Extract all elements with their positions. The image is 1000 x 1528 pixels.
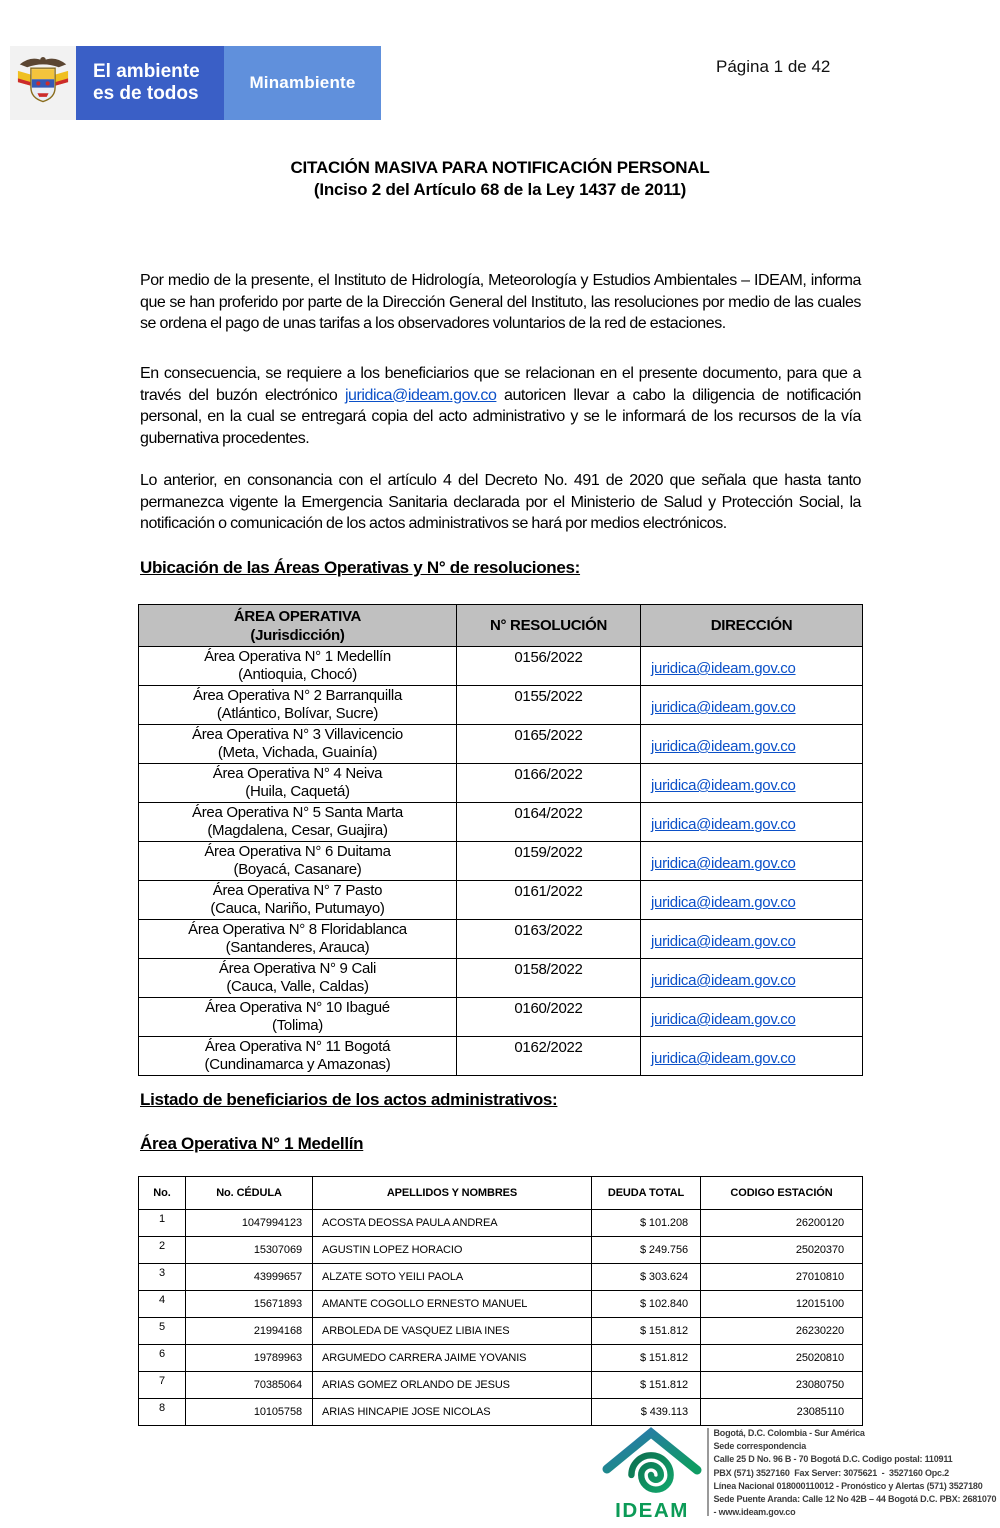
direccion-cell [641, 686, 863, 725]
beneficiaries-header-row [139, 1177, 863, 1210]
beneficiary-nombre: ARBOLEDA DE VASQUEZ LIBIA INES [313, 1318, 592, 1345]
beneficiary-nombre: ARGUMEDO CARRERA JAIME YOVANIS [313, 1345, 592, 1372]
benef-col-header-nombres: APELLIDOS Y NOMBRES [313, 1177, 592, 1210]
email-link[interactable]: juridica@ideam.gov.co [651, 777, 796, 794]
beneficiary-row [139, 1372, 863, 1399]
beneficiary-deuda: $ 249.756 [592, 1237, 701, 1264]
beneficiary-row [139, 1210, 863, 1237]
document-title [0, 157, 1000, 201]
beneficiary-cedula: 19789963 [186, 1345, 313, 1372]
page-number: Página 1 de 42 [716, 57, 831, 76]
area-operativa-jurisdiccion: (Boyacá, Casanare) [233, 861, 362, 878]
email-link[interactable]: juridica@ideam.gov.co [651, 699, 796, 716]
areas-col-header-area-line1: ÁREA OPERATIVA [233, 607, 362, 625]
beneficiary-cedula: 10105758 [186, 1399, 313, 1426]
beneficiary-deuda: $ 101.208 [592, 1210, 701, 1237]
area-operativa-jurisdiccion: (Santanderes, Arauca) [225, 939, 370, 956]
area-operativa-name: Área Operativa N° 2 Barranquilla [192, 687, 402, 704]
beneficiary-row [139, 1291, 863, 1318]
beneficiary-row [139, 1345, 863, 1372]
areas-table-header-row [139, 605, 863, 647]
beneficiary-number: 7 [139, 1372, 186, 1399]
ideam-logo-text: IDEAM [615, 1499, 689, 1522]
beneficiary-number: 2 [139, 1237, 186, 1264]
resolucion-cell: 0164/2022 [457, 803, 641, 842]
email-link[interactable]: juridica@ideam.gov.co [651, 894, 796, 911]
areas-table-row [139, 998, 863, 1037]
beneficiary-codigo-estacion: 26230220 [701, 1318, 863, 1345]
area-operativa-name: Área Operativa N° 5 Santa Marta [192, 804, 403, 821]
resolucion-cell: 0159/2022 [457, 842, 641, 881]
minambiente-label: Minambiente [249, 73, 356, 92]
footer-address-block [714, 1424, 997, 1519]
area-operativa-cell [139, 920, 457, 959]
area-operativa-name: Área Operativa N° 6 Duitama [204, 843, 391, 860]
area-operativa-jurisdiccion: (Meta, Vichada, Guainía) [217, 744, 378, 761]
area-operativa-name: Área Operativa N° 10 Ibagué [205, 999, 390, 1016]
beneficiary-codigo-estacion: 25020370 [701, 1237, 863, 1264]
beneficiary-codigo-estacion: 26200120 [701, 1210, 863, 1237]
beneficiary-row [139, 1399, 863, 1426]
direccion-cell [641, 803, 863, 842]
title-line-1: CITACIÓN MASIVA PARA NOTIFICACIÓN PERSONAL [290, 158, 710, 177]
direccion-cell [641, 881, 863, 920]
area-operativa-name: Área Operativa N° 9 Cali [218, 960, 377, 977]
beneficiary-codigo-estacion: 23085110 [701, 1399, 863, 1426]
paragraph-intro: Por medio de la presente, el Instituto de Hidrología, Meteorología y Estudios Ambientales – IDEAM, informa que se han proferido por parte de la Dirección General del Instituto, las resoluciones por medio de las cuales se ordena el pago de unas tarifas a los observadores voluntarios de la red de estaciones. [140, 272, 861, 332]
brand-line-1: El ambiente [93, 61, 200, 82]
resolucion-cell: 0158/2022 [457, 959, 641, 998]
heading-area-operativa-1: Área Operativa N° 1 Medellín [140, 1134, 364, 1153]
footer-line: Calle 25 D No. 96 B - 70 Bogotá D.C. Codigo postal: 110911 [713, 1454, 953, 1465]
areas-col-header-resolucion: N° RESOLUCIÓN [457, 605, 641, 647]
email-link[interactable]: juridica@ideam.gov.co [651, 1050, 796, 1067]
beneficiary-cedula: 1047994123 [186, 1210, 313, 1237]
paragraph-2-after: autoricen llevar a cabo la diligencia de notificación personal, en la cual se entregará copia del acto administrativo y se le informará de los recursos de la vía gubernativa procedentes. [140, 386, 861, 447]
paragraph-requirement [140, 363, 861, 449]
areas-table-row [139, 1037, 863, 1076]
resolucion-cell: 0161/2022 [457, 881, 641, 920]
direccion-cell [641, 725, 863, 764]
footer-line: PBX (571) 3527160 Fax Server: 3075621 - 3527160 Opc.2 [713, 1467, 949, 1478]
areas-table-row [139, 920, 863, 959]
email-link[interactable]: juridica@ideam.gov.co [651, 972, 796, 989]
beneficiary-nombre: AMANTE COGOLLO ERNESTO MANUEL [313, 1291, 592, 1318]
beneficiary-number: 4 [139, 1291, 186, 1318]
title-line-2: (Inciso 2 del Artículo 68 de la Ley 1437 de 2011) [313, 180, 687, 199]
resolucion-cell: 0162/2022 [457, 1037, 641, 1076]
footer-line: Sede correspondencia [713, 1441, 807, 1452]
area-operativa-jurisdiccion: (Cauca, Valle, Caldas) [226, 978, 369, 995]
beneficiary-row [139, 1237, 863, 1264]
email-link[interactable]: juridica@ideam.gov.co [344, 386, 497, 404]
benef-col-header-deuda: DEUDA TOTAL [592, 1177, 701, 1210]
beneficiary-nombre: ACOSTA DEOSSA PAULA ANDREA [313, 1210, 592, 1237]
benef-col-header-cedula: No. CÉDULA [186, 1177, 313, 1210]
brand-minambiente [224, 46, 381, 120]
area-operativa-cell [139, 764, 457, 803]
areas-table-row [139, 686, 863, 725]
beneficiary-deuda: $ 151.812 [592, 1345, 701, 1372]
area-operativa-jurisdiccion: (Atlántico, Bolívar, Sucre) [216, 705, 379, 722]
area-operativa-cell [139, 998, 457, 1037]
footer-line: Sede Puente Aranda: Calle 12 No 42B – 44 Bogotá D.C. PBX: 2681070 [713, 1494, 997, 1505]
beneficiary-number: 5 [139, 1318, 186, 1345]
beneficiary-nombre: ARIAS HINCAPIE JOSE NICOLAS [313, 1399, 592, 1426]
resolucion-cell: 0163/2022 [457, 920, 641, 959]
footer-line: Bogotá, D.C. Colombia - Sur América [713, 1428, 865, 1438]
footer-divider [707, 1428, 709, 1516]
email-link[interactable]: juridica@ideam.gov.co [651, 660, 796, 677]
colombia-coat-of-arms [10, 46, 76, 120]
coat-of-arms-icon [17, 52, 69, 114]
areas-table-row [139, 881, 863, 920]
heading-areas-operativas: Ubicación de las Áreas Operativas y N° de resoluciones: [140, 558, 581, 577]
areas-table-row [139, 803, 863, 842]
brand-line-2: es de todos [93, 83, 199, 104]
email-link[interactable]: juridica@ideam.gov.co [651, 855, 796, 872]
area-operativa-jurisdiccion: (Cundinamarca y Amazonas) [204, 1056, 391, 1073]
area-operativa-name: Área Operativa N° 11 Bogotá [204, 1038, 391, 1055]
area-operativa-cell [139, 725, 457, 764]
ideam-footer [600, 1424, 996, 1522]
beneficiary-nombre: AGUSTIN LOPEZ HORACIO [313, 1237, 592, 1264]
beneficiary-row [139, 1264, 863, 1291]
area-operativa-name: Área Operativa N° 7 Pasto [212, 882, 383, 899]
beneficiaries-table [138, 1176, 863, 1426]
ideam-logo-icon [600, 1424, 704, 1522]
area-operativa-name: Área Operativa N° 4 Neiva [212, 765, 383, 782]
area-operativa-jurisdiccion: (Magdalena, Cesar, Guajira) [207, 822, 388, 839]
beneficiary-number: 8 [139, 1399, 186, 1426]
resolucion-cell: 0165/2022 [457, 725, 641, 764]
areas-table-row [139, 764, 863, 803]
beneficiary-codigo-estacion: 25020810 [701, 1345, 863, 1372]
area-operativa-name: Área Operativa N° 3 Villavicencio [192, 726, 403, 743]
area-operativa-cell [139, 1037, 457, 1076]
benef-col-header-codigo: CODIGO ESTACIÓN [701, 1177, 863, 1210]
area-operativa-cell [139, 803, 457, 842]
areas-table-row [139, 959, 863, 998]
beneficiary-codigo-estacion: 12015100 [701, 1291, 863, 1318]
footer-line: - www.ideam.gov.co [713, 1507, 796, 1518]
email-link[interactable]: juridica@ideam.gov.co [651, 933, 796, 950]
beneficiary-codigo-estacion: 23080750 [701, 1372, 863, 1399]
beneficiary-cedula: 21994168 [186, 1318, 313, 1345]
beneficiary-codigo-estacion: 27010810 [701, 1264, 863, 1291]
area-operativa-name: Área Operativa N° 1 Medellín [204, 648, 391, 665]
beneficiary-deuda: $ 151.812 [592, 1318, 701, 1345]
resolucion-cell: 0156/2022 [457, 647, 641, 686]
area-operativa-cell [139, 647, 457, 686]
area-operativa-cell [139, 881, 457, 920]
beneficiary-deuda: $ 102.840 [592, 1291, 701, 1318]
beneficiary-number: 6 [139, 1345, 186, 1372]
direccion-cell [641, 920, 863, 959]
area-operativa-jurisdiccion: (Antioquia, Chocó) [238, 666, 357, 683]
beneficiary-cedula: 43999657 [186, 1264, 313, 1291]
areas-col-header-area-line2: (Jurisdicción) [250, 626, 345, 644]
area-operativa-jurisdiccion: (Tolima) [272, 1017, 323, 1034]
beneficiary-cedula: 15307069 [186, 1237, 313, 1264]
areas-table-row [139, 725, 863, 764]
direccion-cell [641, 764, 863, 803]
beneficiary-nombre: ALZATE SOTO YEILI PAOLA [313, 1264, 592, 1291]
benef-col-header-no: No. [139, 1177, 186, 1210]
area-operativa-name: Área Operativa N° 8 Floridablanca [188, 921, 407, 938]
resolucion-cell: 0166/2022 [457, 764, 641, 803]
beneficiary-deuda: $ 439.113 [592, 1399, 701, 1426]
email-link[interactable]: juridica@ideam.gov.co [651, 738, 796, 755]
areas-col-header-area [139, 605, 457, 647]
beneficiary-cedula: 15671893 [186, 1291, 313, 1318]
email-link[interactable]: juridica@ideam.gov.co [651, 816, 796, 833]
beneficiary-deuda: $ 151.812 [592, 1372, 701, 1399]
areas-table-row [139, 647, 863, 686]
areas-col-header-direccion: DIRECCIÓN [641, 605, 863, 647]
area-operativa-jurisdiccion: (Cauca, Nariño, Putumayo) [210, 900, 385, 917]
government-brand-strip [10, 46, 381, 120]
footer-line: Línea Nacional 018000110012 - Pronóstico y Alertas (571) 3527180 [713, 1480, 983, 1491]
area-operativa-cell [139, 959, 457, 998]
areas-table [138, 604, 863, 1076]
area-operativa-cell [139, 686, 457, 725]
direccion-cell [641, 998, 863, 1037]
direccion-cell [641, 842, 863, 881]
resolucion-cell: 0160/2022 [457, 998, 641, 1037]
brand-el-ambiente [76, 46, 224, 120]
email-link[interactable]: juridica@ideam.gov.co [651, 1011, 796, 1028]
beneficiary-nombre: ARIAS GOMEZ ORLANDO DE JESUS [313, 1372, 592, 1399]
heading-listado-beneficiarios: Listado de beneficiarios de los actos administrativos: [140, 1090, 558, 1109]
beneficiary-number: 3 [139, 1264, 186, 1291]
beneficiary-number: 1 [139, 1210, 186, 1237]
beneficiary-cedula: 70385064 [186, 1372, 313, 1399]
resolucion-cell: 0155/2022 [457, 686, 641, 725]
direccion-cell [641, 959, 863, 998]
direccion-cell [641, 647, 863, 686]
beneficiary-deuda: $ 303.624 [592, 1264, 701, 1291]
area-operativa-cell [139, 842, 457, 881]
area-operativa-jurisdiccion: (Huila, Caquetá) [245, 783, 350, 800]
beneficiary-row [139, 1318, 863, 1345]
paragraph-2-before: En consecuencia, se requiere a los beneficiarios que se relacionan en el presente documento, para que a través del buzón electrónico [140, 365, 861, 404]
areas-table-row [139, 842, 863, 881]
paragraph-decreto: Lo anterior, en consonancia con el artículo 4 del Decreto No. 491 de 2020 que señala que hasta tanto permanezca vigente la Emergencia Sanitaria declarada por el Ministerio de Salud y Protección Social, la notificación o comunicación de los actos administrativos se hará por medios electrónicos. [140, 472, 861, 532]
direccion-cell [641, 1037, 863, 1076]
